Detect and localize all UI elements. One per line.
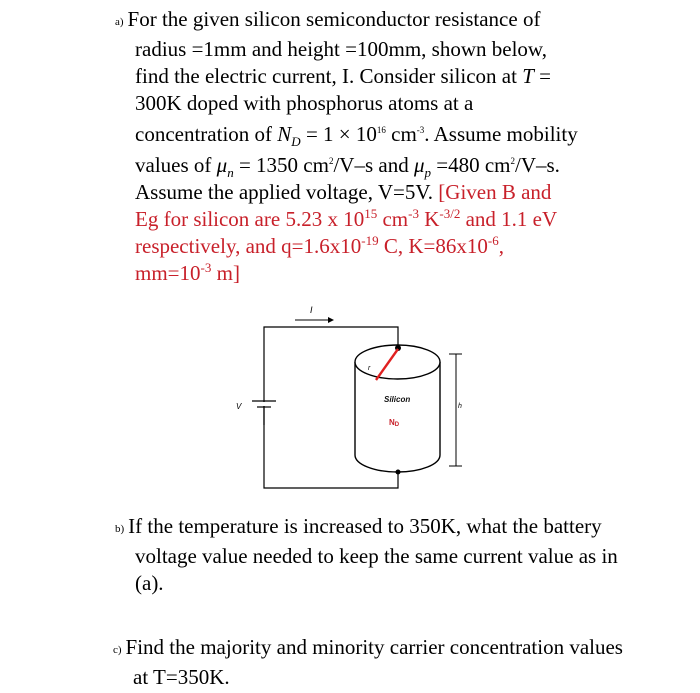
question-a bbox=[115, 6, 685, 287]
radius-label: r bbox=[368, 365, 371, 372]
given-text-start: [Given B and bbox=[433, 180, 552, 204]
given-line-9a: respectively, and q=1.6x10 bbox=[135, 234, 362, 258]
donor-exponent: 16 bbox=[376, 125, 386, 135]
question-a-marker: a) bbox=[115, 16, 124, 28]
mobility-n-subscript: n bbox=[227, 165, 234, 181]
given-exp-neg19: -19 bbox=[361, 233, 379, 248]
question-a-line-2: radius =1mm and height =100mm, shown below, bbox=[135, 37, 547, 61]
question-a-line-4: 300K doped with phosphorus atoms at a bbox=[135, 91, 474, 115]
silicon-label: Silicon bbox=[384, 395, 411, 404]
temperature-symbol: T bbox=[522, 64, 534, 88]
height-label: h bbox=[458, 403, 462, 410]
mobility-end: /V–s. bbox=[515, 153, 560, 177]
given-line-8a: Eg for silicon are 5.23 x 10 bbox=[135, 207, 365, 231]
question-b-line-2: voltage value needed to keep the same current value as in bbox=[135, 544, 618, 568]
question-c bbox=[113, 634, 683, 691]
question-a-line-5-suffix: . Assume mobility bbox=[424, 122, 578, 146]
question-a-line-3: find the electric current, I. Consider silicon at bbox=[135, 64, 517, 88]
question-b-line-3: (a). bbox=[135, 571, 164, 595]
question-b-line-1: If the temperature is increased to 350K, what the battery bbox=[128, 514, 602, 538]
mobility-n-symbol: μ bbox=[216, 153, 228, 177]
question-c-line-2: at T=350K. bbox=[133, 665, 230, 689]
donor-subscript: D bbox=[291, 134, 301, 150]
question-b bbox=[115, 513, 685, 597]
mobility-n-exponent: 2 bbox=[328, 156, 334, 166]
donor-unit-exponent: -3 bbox=[416, 125, 425, 135]
given-line-8c: K bbox=[418, 207, 440, 231]
question-c-line-1: Find the majority and minority carrier concentration values bbox=[125, 635, 623, 659]
mobility-p-exponent: 2 bbox=[510, 156, 515, 166]
given-line-10a: mm=10 bbox=[135, 261, 201, 285]
question-c-marker: c) bbox=[113, 644, 122, 656]
donor-value: = 1 × 10 bbox=[300, 122, 377, 146]
given-exp-neg3-mm: -3 bbox=[200, 260, 212, 275]
given-exp-neg6: -6 bbox=[487, 233, 499, 248]
question-a-line-6-prefix: values of bbox=[135, 153, 212, 177]
current-arrow-head bbox=[328, 317, 334, 323]
mobility-p-subscript: p bbox=[424, 165, 431, 181]
contact-bottom bbox=[396, 470, 401, 475]
wire-bottom bbox=[264, 404, 398, 488]
given-line-9b: C, K=86x10 bbox=[378, 234, 488, 258]
doping-label: ND bbox=[389, 418, 400, 428]
given-line-8d: and 1.1 eV bbox=[460, 207, 558, 231]
given-exp-neg32: -3/2 bbox=[439, 206, 461, 221]
mobility-p-value: =480 cm bbox=[431, 153, 511, 177]
applied-voltage-text: Assume the applied voltage, V=5V. bbox=[135, 180, 434, 204]
current-label: I bbox=[310, 305, 313, 315]
given-line-9c: , bbox=[498, 234, 504, 258]
question-a-line-1: For the given silicon semiconductor resistance of bbox=[127, 7, 541, 31]
given-line-8b: cm bbox=[377, 207, 409, 231]
donor-unit: cm bbox=[385, 122, 417, 146]
voltage-label: V bbox=[236, 402, 242, 411]
mobility-p-symbol: μ bbox=[413, 153, 425, 177]
donor-symbol: N bbox=[277, 122, 292, 146]
given-exp-neg3: -3 bbox=[408, 206, 419, 221]
given-exp-15: 15 bbox=[364, 206, 378, 221]
question-a-line-5-prefix: concentration of bbox=[135, 122, 273, 146]
circuit-diagram bbox=[200, 300, 500, 510]
question-b-marker: b) bbox=[115, 523, 125, 535]
given-line-10b: m] bbox=[211, 261, 240, 285]
equals-sign: = bbox=[533, 64, 551, 88]
height-dimension bbox=[449, 354, 462, 466]
mobility-mid: /V–s and bbox=[333, 153, 409, 177]
mobility-n-value: = 1350 cm bbox=[233, 153, 329, 177]
